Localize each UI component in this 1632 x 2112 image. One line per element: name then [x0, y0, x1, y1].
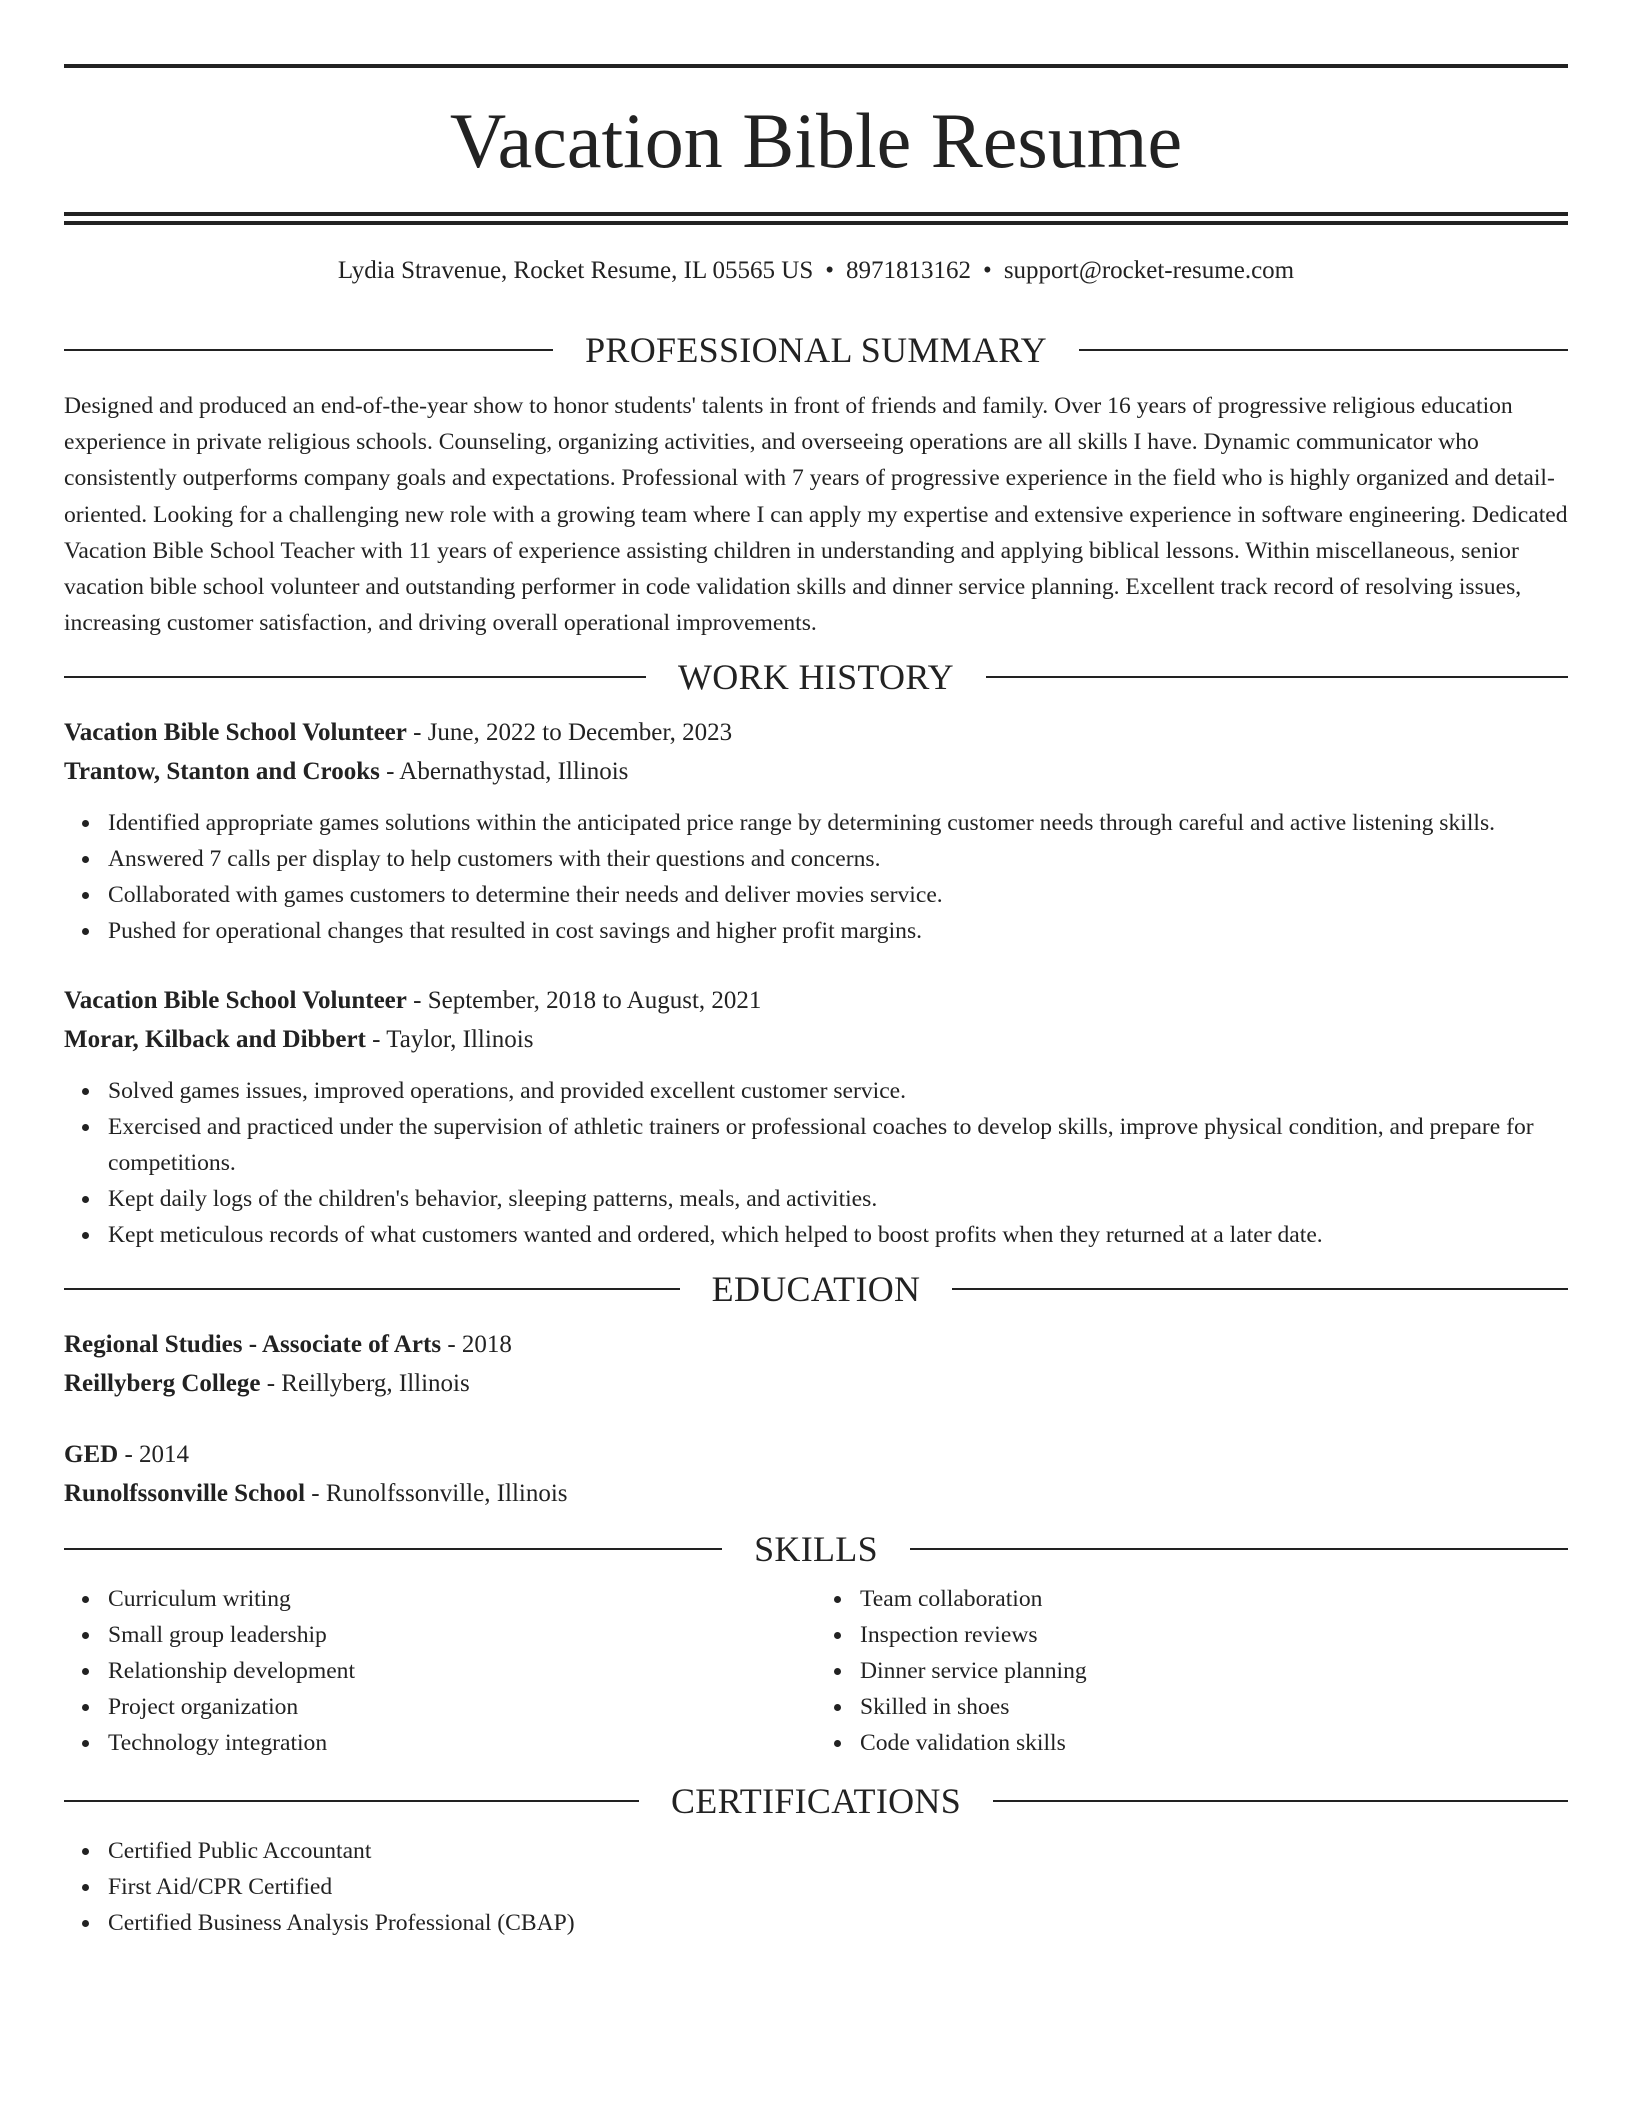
list-item: Dinner service planning	[860, 1653, 1568, 1689]
contact-email: support@rocket-resume.com	[1003, 257, 1295, 284]
certifications-list	[64, 1833, 1568, 1941]
top-rule	[64, 64, 1568, 68]
heading-rule	[910, 1548, 1568, 1550]
heading-rule	[64, 349, 553, 351]
job-company-line	[64, 1020, 1568, 1059]
job-title-line	[64, 713, 1568, 752]
contact-address: Lydia Stravenue, Rocket Resume, IL 05565 US	[337, 257, 814, 284]
degree-name: GED	[64, 1441, 119, 1469]
job-title-line	[64, 981, 1568, 1020]
list-item: Kept daily logs of the children's behavior, sleeping patterns, meals, and activities.	[108, 1181, 1568, 1217]
degree-year: - 2014	[118, 1441, 190, 1469]
education-entry	[64, 1325, 1568, 1403]
list-item: Inspection reviews	[860, 1617, 1568, 1653]
list-item: Skilled in shoes	[860, 1689, 1568, 1725]
list-item: Pushed for operational changes that resulted in cost savings and higher profit margins.	[108, 913, 1568, 949]
contact-separator: •	[825, 257, 835, 284]
school-line	[64, 1474, 1568, 1513]
heading-rule	[952, 1288, 1568, 1290]
list-item: Small group leadership	[108, 1617, 816, 1653]
section-heading-work	[64, 657, 1568, 697]
school-name: Reillyberg College	[64, 1370, 261, 1398]
skills-column-left	[64, 1581, 816, 1761]
contact-separator: •	[983, 257, 992, 284]
section-heading-certifications	[64, 1781, 1568, 1821]
job-location: - Abernathystad, Illinois	[379, 758, 629, 786]
heading-rule	[993, 1800, 1568, 1802]
skills-column-right	[816, 1581, 1568, 1761]
title-double-rule	[64, 212, 1568, 225]
school-name: Runolfssonville School	[64, 1480, 306, 1508]
list-item: Solved games issues, improved operations, and provided excellent customer service.	[108, 1073, 1568, 1109]
resume-page	[64, 64, 1568, 1941]
list-item: Collaborated with games customers to determine their needs and deliver movies service.	[108, 877, 1568, 913]
job-bullets	[64, 805, 1568, 949]
degree-year: - 2018	[441, 1331, 512, 1359]
list-item: Team collaboration	[860, 1581, 1568, 1617]
degree-line	[64, 1325, 1568, 1364]
section-heading-summary	[64, 330, 1568, 370]
heading-rule	[1079, 349, 1568, 351]
heading-label: WORK HISTORY	[678, 657, 954, 698]
degree-name: Regional Studies - Associate of Arts	[64, 1331, 442, 1359]
list-item: First Aid/CPR Certified	[108, 1869, 1568, 1905]
summary-text: Designed and produced an end-of-the-year show to honor students' talents in front of friends and family. Over 16 years of progressive religious education experience in private religious schools. Counseling, organizing activities, and overseeing operations are all skills I have. Dynamic communicator who consistently outperforms company goals and expectations. Professional with 7 years of progressive experience in the field who is highly organized and detail-oriented. Looking for a challenging new role with a growing team where I can apply my expertise and extensive experience in software engineering. Dedicated Vacation Bible School Teacher with 11 years of experience assisting children in understanding and applying biblical lessons. Within miscellaneous, senior vacation bible school volunteer and outstanding performer in code validation skills and dinner service planning. Excellent track record of resolving issues, increasing customer satisfaction, and driving overall operational improvements.	[64, 393, 1568, 637]
heading-rule	[64, 1288, 680, 1290]
list-item: Certified Business Analysis Professional (CBAP)	[108, 1905, 1568, 1941]
job-dates: - June, 2022 to December, 2023	[406, 719, 733, 747]
heading-label: SKILLS	[754, 1529, 878, 1570]
list-item: Answered 7 calls per display to help customers with their questions and concerns.	[108, 841, 1568, 877]
job-company-line	[64, 752, 1568, 791]
list-item: Kept meticulous records of what customers wanted and ordered, which helped to boost profits when they returned at a later date.	[108, 1217, 1568, 1253]
heading-rule	[986, 676, 1568, 678]
school-location: - Runolfssonville, Illinois	[305, 1480, 568, 1508]
job-location: - Taylor, Illinois	[365, 1026, 534, 1054]
degree-line	[64, 1435, 1568, 1474]
heading-rule	[64, 1548, 722, 1550]
resume-title: Vacation Bible Resume	[449, 97, 1183, 184]
job-company: Morar, Kilback and Dibbert	[64, 1026, 366, 1054]
job-bullets	[64, 1073, 1568, 1253]
heading-rule	[64, 676, 646, 678]
job-title: Vacation Bible School Volunteer	[64, 987, 407, 1015]
school-location: - Reillyberg, Illinois	[260, 1370, 470, 1398]
education-entry	[64, 1435, 1568, 1513]
list-item: Exercised and practiced under the supervision of athletic trainers or professional coaches to develop skills, improve physical condition, and prepare for competitions.	[108, 1109, 1568, 1181]
list-item: Curriculum writing	[108, 1581, 816, 1617]
job-dates: - September, 2018 to August, 2021	[406, 987, 762, 1015]
heading-label: CERTIFICATIONS	[670, 1781, 962, 1822]
heading-rule	[64, 1800, 639, 1802]
list-item: Identified appropriate games solutions within the anticipated price range by determining customer needs through careful and active listening skills.	[108, 805, 1568, 841]
section-heading-education	[64, 1269, 1568, 1309]
list-item: Project organization	[108, 1689, 816, 1725]
heading-label: EDUCATION	[711, 1269, 921, 1310]
list-item: Certified Public Accountant	[108, 1833, 1568, 1869]
job-entry	[64, 981, 1568, 1253]
list-item: Relationship development	[108, 1653, 816, 1689]
contact-line	[64, 255, 1568, 286]
job-title: Vacation Bible School Volunteer	[64, 719, 407, 747]
skills-grid	[64, 1581, 1568, 1761]
heading-label: PROFESSIONAL SUMMARY	[585, 330, 1047, 370]
contact-phone: 8971813162	[846, 257, 972, 284]
job-company: Trantow, Stanton and Crooks	[64, 758, 380, 786]
job-entry	[64, 713, 1568, 949]
list-item: Technology integration	[108, 1725, 816, 1761]
school-line	[64, 1364, 1568, 1403]
section-heading-skills	[64, 1529, 1568, 1569]
list-item: Code validation skills	[860, 1725, 1568, 1761]
